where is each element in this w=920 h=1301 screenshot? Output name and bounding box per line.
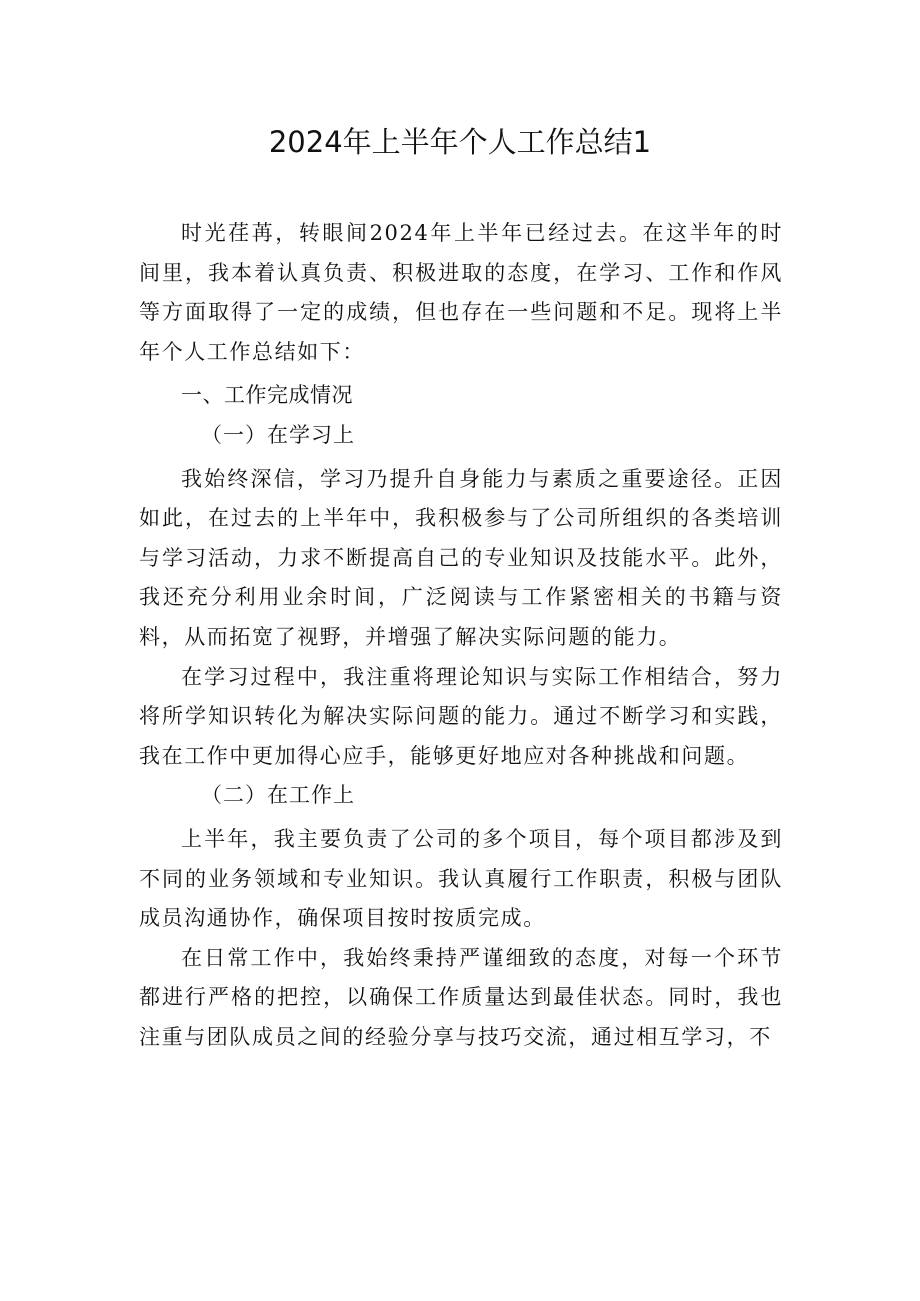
section-heading-work-completion: 一、工作完成情况 (181, 383, 353, 408)
document-body (139, 214, 783, 1057)
work-paragraph-2: 在日常工作中，我始终秉持严谨细致的态度，对每一个环节都进行严格的把控，以确保工作质量达到最佳状态。同时，我也注重与团队成员之间的经验分享与技巧交流，通过相互学习，不 (139, 945, 783, 1049)
study-paragraph-1: 我始终深信，学习乃提升自身能力与素质之重要途径。正因如此，在过去的上半年中，我积极参与了公司所组织的各类培训与学习活动，力求不断提高自己的专业知识及技能水平。此外，我还充分利用业余时间，广泛阅读与工作紧密相关的书籍与资料，从而拓宽了视野，并增强了解决实际问题的能力。 (139, 466, 783, 649)
subsection-heading-study: （一）在学习上 (201, 422, 355, 447)
intro-paragraph: 时光荏苒，转眼间2024年上半年已经过去。在这半年的时间里，我本着认真负责、积极进取的态度，在学习、工作和作风等方面取得了一定的成绩，但也存在一些问题和不足。现将上半年个人工作总结如下： (139, 221, 783, 364)
work-paragraph-1: 上半年，我主要负责了公司的多个项目，每个项目都涉及到不同的业务领域和专业知识。我认真履行工作职责，积极与团队成员沟通协作，确保项目按时按质完成。 (139, 826, 783, 931)
study-paragraph-2: 在学习过程中，我注重将理论知识与实际工作相结合，努力将所学知识转化为解决实际问题的能力。通过不断学习和实践，我在工作中更加得心应手，能够更好地应对各种挑战和问题。 (139, 664, 783, 768)
document-title: 2024年上半年个人工作总结1 (268, 125, 652, 159)
subsection-heading-work: （二）在工作上 (201, 783, 355, 808)
